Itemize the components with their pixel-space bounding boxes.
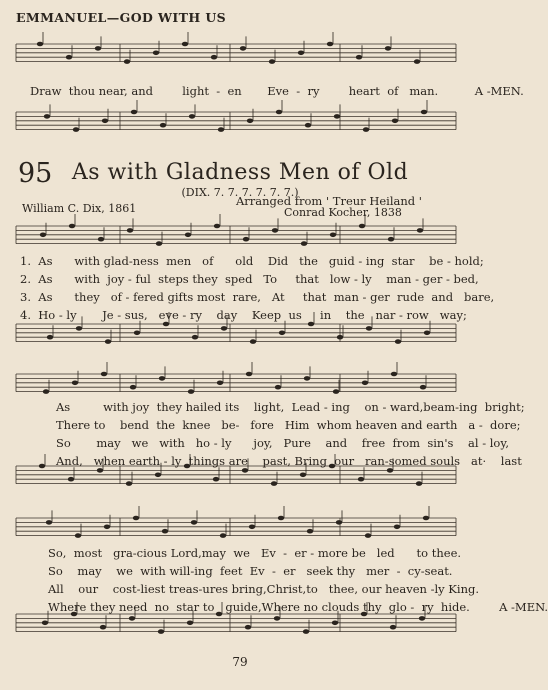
verse-line: 4. Ho - ly Je - sus, eve - ry day Keep us in the nar - row way; (20, 308, 467, 322)
hymn-number: 95 (18, 158, 53, 189)
verse-line: 2. As with joy - ful steps they sped To that low - ly man - ger - bed, (20, 272, 479, 286)
verse-line: So may we with ho - ly joy, Pure and free from sin's al - loy, (56, 436, 509, 450)
previous-hymn-lyric: Draw thou near, and light - en Eve - ry heart of man. A -MEN. (30, 84, 524, 98)
verse-line: All our cost-liest treas-ures bring,Christ,to thee, our heaven -ly King. (48, 582, 479, 596)
verse-line: Where they need no star to guide,Where no clouds thy glo - ry hide. A -MEN. (48, 600, 548, 614)
verse-line: 1. As with glad-ness men of old Did the guid - ing star be - hold; (20, 254, 484, 268)
author-credit: William C. Dix, 1861 (22, 202, 137, 215)
hymn-title: As with Gladness Men of Old (71, 160, 409, 185)
verse-line: And, when earth - ly things are past, Bring our ran-somed souls at· last (56, 454, 522, 468)
verse-line: As with joy they hailed its light, Lead - ing on - ward,beam-ing bright; (56, 400, 525, 414)
tune-meter: (DIX. 7. 7. 7. 7. 7. 7.) (181, 186, 299, 199)
verse-line: There to bend the knee be- fore Him whom heaven and earth a - dore; (56, 418, 521, 432)
arrangement-credit: Arranged from ' Treur Heiland ' (236, 194, 422, 208)
verse-line: So may we with will-ing feet Ev - er seek thy mer - cy-seat. (48, 564, 453, 578)
page-number: 79 (232, 655, 248, 669)
verse-line: 3. As they of - fered gifts most rare, At that man - ger rude and bare, (20, 290, 495, 304)
verse-line: So, most gra-cious Lord,may we Ev - er - more be led to thee. (48, 546, 462, 560)
composer-credit: Conrad Kocher, 1838 (284, 206, 402, 219)
running-head: EMMANUEL—GOD WITH US (16, 10, 227, 25)
